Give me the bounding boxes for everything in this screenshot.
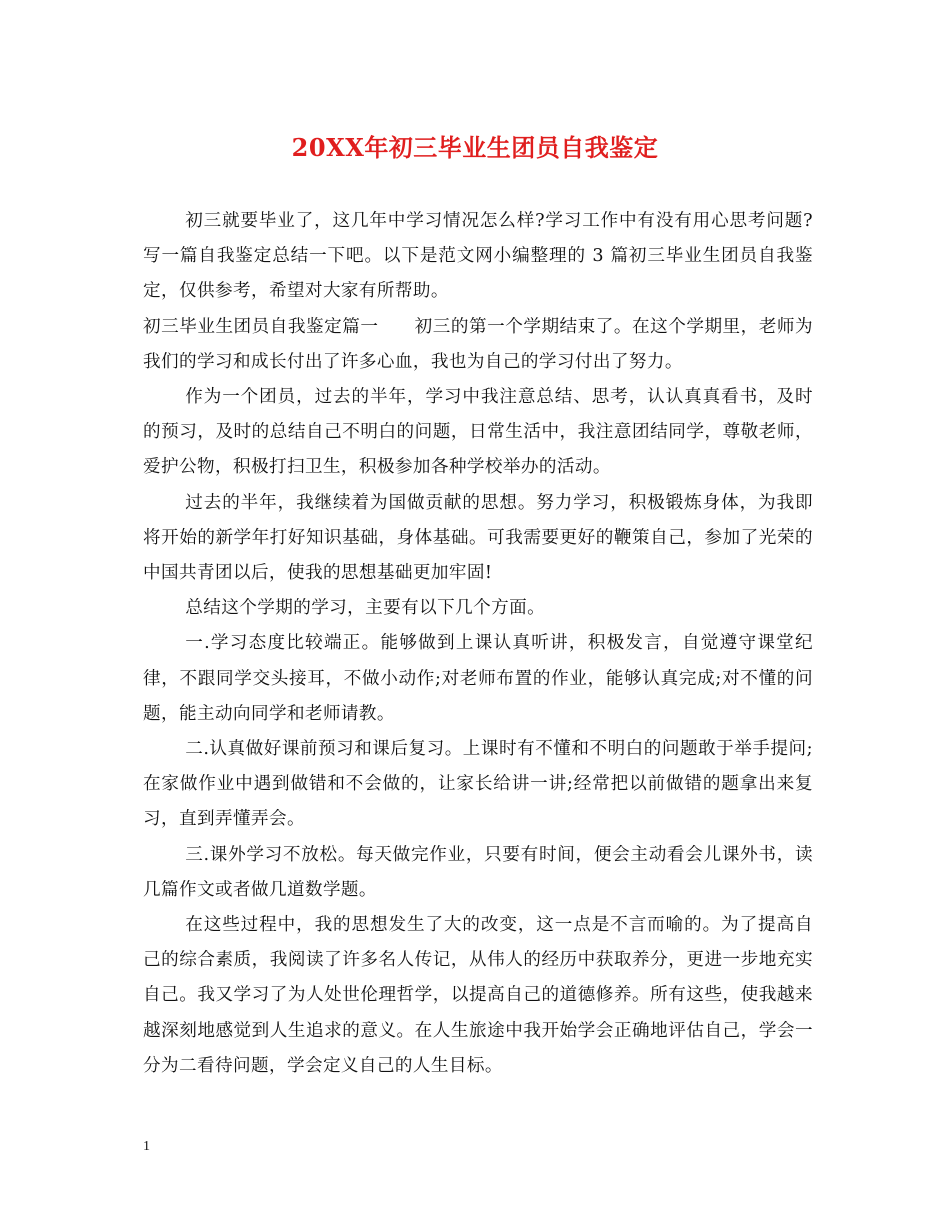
paragraph-section-one-start: 初三毕业生团员自我鉴定篇一 初三的第一个学期结束了。在这个学期里，老师为我们的学习和成长付出了许多心血，我也为自己的学习付出了努力。 — [143, 316, 813, 372]
paragraph-intro: 初三就要毕业了，这几年中学习情况怎么样?学习工作中有没有用心思考问题?写一篇自我鉴定总结一下吧。以下是范文网小编整理的 3 篇初三毕业生团员自我鉴定，仅供参考，希望对大家有所帮助。 — [143, 211, 813, 302]
document-title: 20XX年初三毕业生团员自我鉴定 — [291, 133, 659, 162]
paragraph-conclusion: 在这些过程中，我的思想发生了大的改变，这一点是不言而喻的。为了提高自己的综合素质，我阅读了许多名人传记，从伟人的经历中获取养分，更进一步地充实自己。我又学习了为人处世伦理哲学，以提高自己的道德修养。所有这些，使我越来越深刻地感觉到人生追求的意义。在人生旅途中我开始学会正确地评估自己，学会一分为二看待问题，学会定义自己的人生目标。 — [143, 915, 813, 1076]
paragraph-member-reflection: 作为一个团员，过去的半年，学习中我注意总结、思考，认认真真看书，及时的预习，及时的总结自己不明白的问题，日常生活中，我注意团结同学，尊敬老师，爱护公物，积极打扫卫生，积极参加各种学校举办的活动。 — [143, 387, 813, 478]
paragraph-point-one: 一.学习态度比较端正。能够做到上课认真听讲，积极发言，自觉遵守课堂纪律，不跟同学交头接耳，不做小动作;对老师布置的作业，能够认真完成;对不懂的问题，能主动向同学和老师请教。 — [143, 633, 813, 724]
page-number: 1 — [143, 1139, 150, 1154]
paragraph-point-two: 二.认真做好课前预习和课后复习。上课时有不懂和不明白的问题敢于举手提问;在家做作业中遇到做错和不会做的，让家长给讲一讲;经常把以前做错的题拿出来复习，直到弄懂弄会。 — [143, 739, 813, 830]
paragraph-summary-intro: 总结这个学期的学习，主要有以下几个方面。 — [185, 598, 546, 619]
document-body — [143, 204, 813, 1084]
paragraph-past-half-year: 过去的半年，我继续着为国做贡献的思想。努力学习，积极锻炼身体，为我即将开始的新学年打好知识基础，身体基础。可我需要更好的鞭策自己，参加了光荣的中国共青团以后，使我的思想基础更加牢固! — [143, 492, 813, 584]
paragraph-point-three: 三.课外学习不放松。每天做完作业，只要有时间，便会主动看会儿课外书，读几篇作文或者做几道数学题。 — [143, 844, 813, 900]
